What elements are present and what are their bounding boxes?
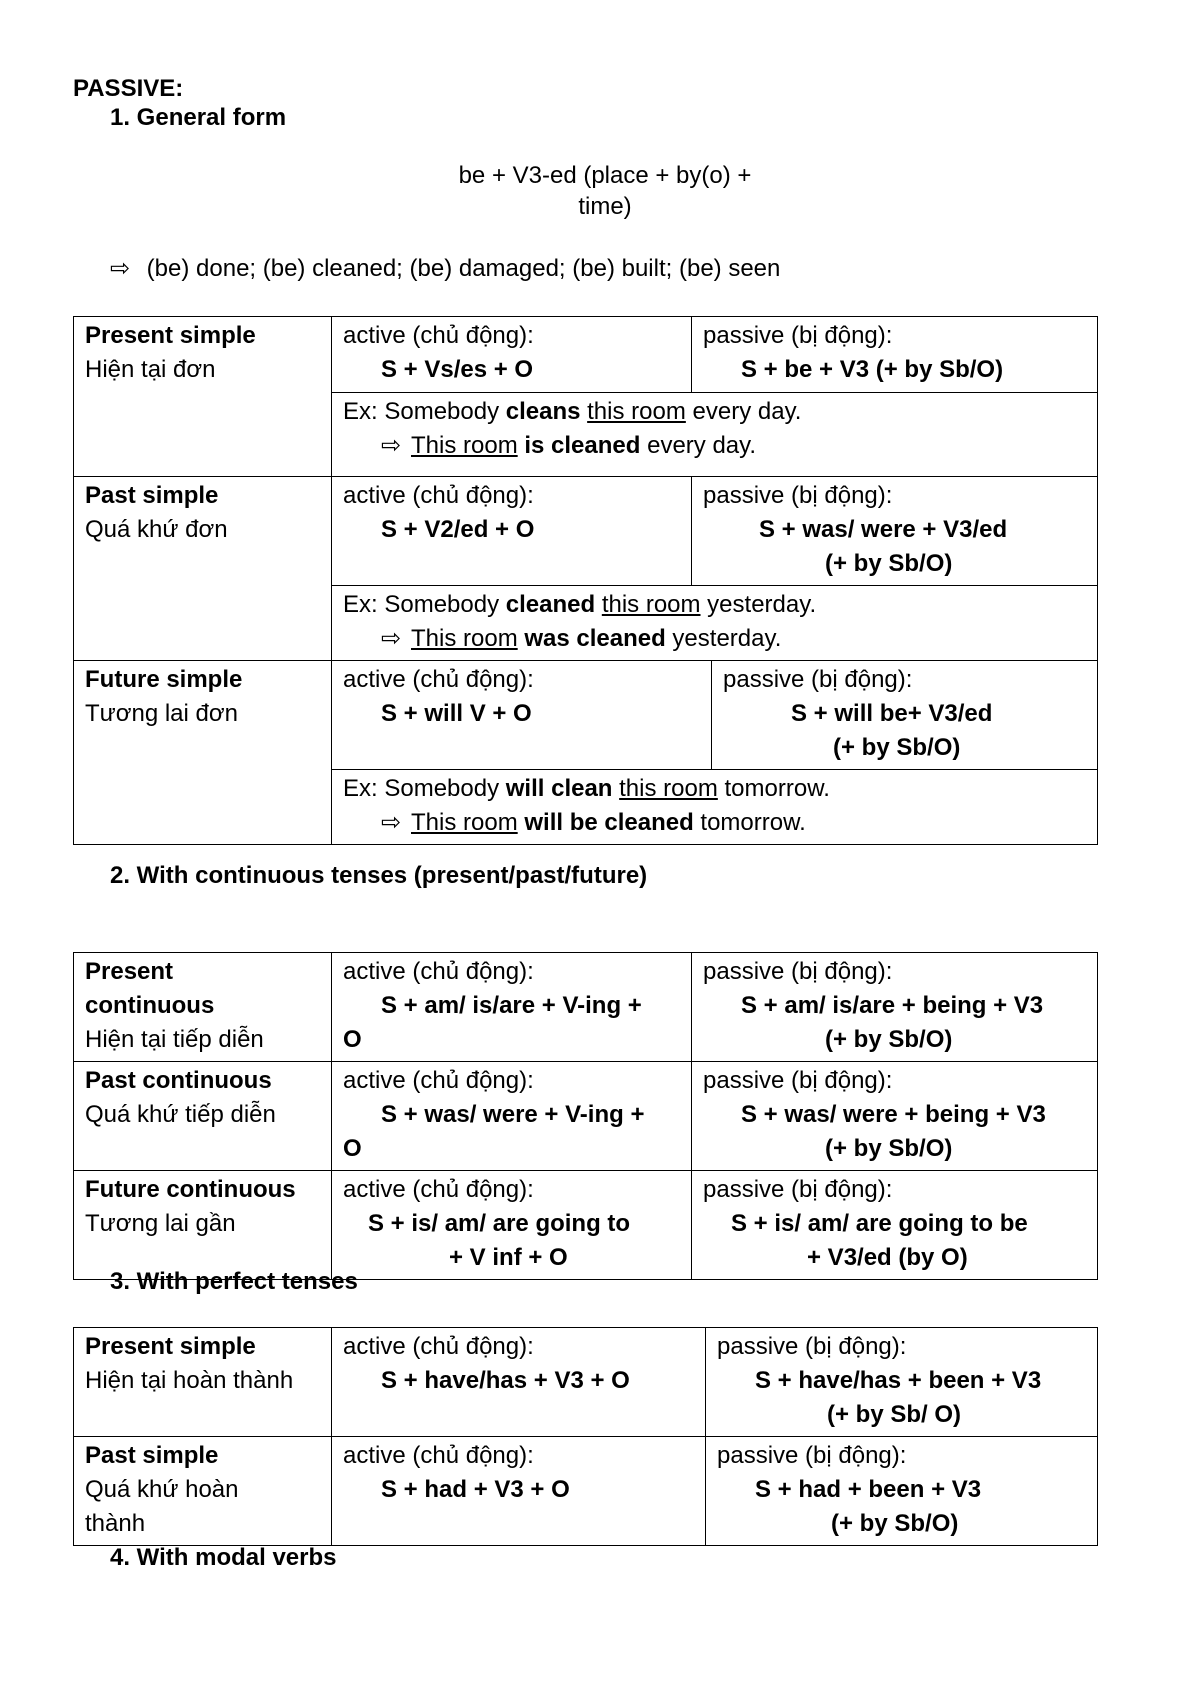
passive-formula: passive (bị động): S + is/ am/ are going to be + V3/ed (by O): [692, 1171, 1098, 1280]
section-heading-general-form: 1. General form: [110, 104, 287, 131]
active-formula: active (chủ động): S + had + V3 + O: [332, 1437, 706, 1546]
general-form-line-2: time): [578, 193, 632, 220]
general-form-examples: ⇨ (be) done; (be) cleaned; (be) damaged; (be) built; (be) seen: [110, 255, 781, 282]
tense-past-continuous: Past continuous Quá khứ tiếp diễn: [74, 1062, 332, 1171]
general-form-line-1: be + V3-ed (place + by(o) +: [458, 162, 752, 189]
right-arrow-icon: ⇨: [381, 625, 402, 652]
perfect-tenses-table: [73, 1327, 1098, 1546]
active-formula: active (chủ động): S + is/ am/ are going to + V inf + O: [332, 1171, 692, 1280]
section-heading-perfect: 3. With perfect tenses: [110, 1268, 358, 1295]
tense-future-continuous: Future continuous Tương lai gần: [74, 1171, 332, 1280]
active-formula: active (chủ động): S + have/has + V3 + O: [332, 1328, 706, 1437]
passive-formula: passive (bị động): S + will be+ V3/ed (+ by Sb/O): [712, 661, 1098, 770]
example-future-simple: Ex: Somebody will clean this room tomorrow. ⇨ This room will be cleaned tomorrow.: [332, 770, 1098, 845]
passive-formula: passive (bị động): S + am/ is/are + being + V3 (+ by Sb/O): [692, 953, 1098, 1062]
page-title: PASSIVE:: [73, 75, 184, 102]
continuous-tenses-table: [73, 952, 1098, 1280]
right-arrow-icon: ⇨: [381, 432, 402, 459]
tense-present-simple: Present simple Hiện tại đơn: [74, 317, 332, 477]
passive-formula: passive (bị động): S + was/ were + being + V3 (+ by Sb/O): [692, 1062, 1098, 1171]
active-formula: active (chủ động): S + Vs/es + O: [332, 317, 692, 393]
section-heading-continuous: 2. With continuous tenses (present/past/future): [110, 862, 648, 889]
passive-formula: passive (bị động): S + was/ were + V3/ed (+ by Sb/O): [692, 477, 1098, 586]
tense-present-perfect: Present simple Hiện tại hoàn thành: [74, 1328, 332, 1437]
passive-formula: passive (bị động): S + have/has + been + V3 (+ by Sb/ O): [706, 1328, 1098, 1437]
example-past-simple: Ex: Somebody cleaned this room yesterday. ⇨ This room was cleaned yesterday.: [332, 586, 1098, 661]
example-present-simple: Ex: Somebody cleans this room every day. ⇨ This room is cleaned every day.: [332, 393, 1098, 477]
active-formula: active (chủ động): S + was/ were + V-ing + O: [332, 1062, 692, 1171]
section-heading-modal: 4. With modal verbs: [110, 1544, 337, 1571]
tense-future-simple: Future simple Tương lai đơn: [74, 661, 332, 845]
right-arrow-icon: ⇨: [381, 809, 402, 836]
active-formula: active (chủ động): S + V2/ed + O: [332, 477, 692, 586]
passive-formula: passive (bị động): S + be + V3 (+ by Sb/O): [692, 317, 1098, 393]
active-formula: active (chủ động): S + will V + O: [332, 661, 712, 770]
tense-present-continuous: Present continuous Hiện tại tiếp diễn: [74, 953, 332, 1062]
simple-tenses-table: [73, 316, 1098, 845]
tense-past-simple: Past simple Quá khứ đơn: [74, 477, 332, 661]
active-formula: active (chủ động): S + am/ is/are + V-ing + O: [332, 953, 692, 1062]
passive-formula: passive (bị động): S + had + been + V3 (+ by Sb/O): [706, 1437, 1098, 1546]
tense-past-perfect: Past simple Quá khứ hoàn thành: [74, 1437, 332, 1546]
right-arrow-icon: ⇨: [110, 255, 131, 282]
